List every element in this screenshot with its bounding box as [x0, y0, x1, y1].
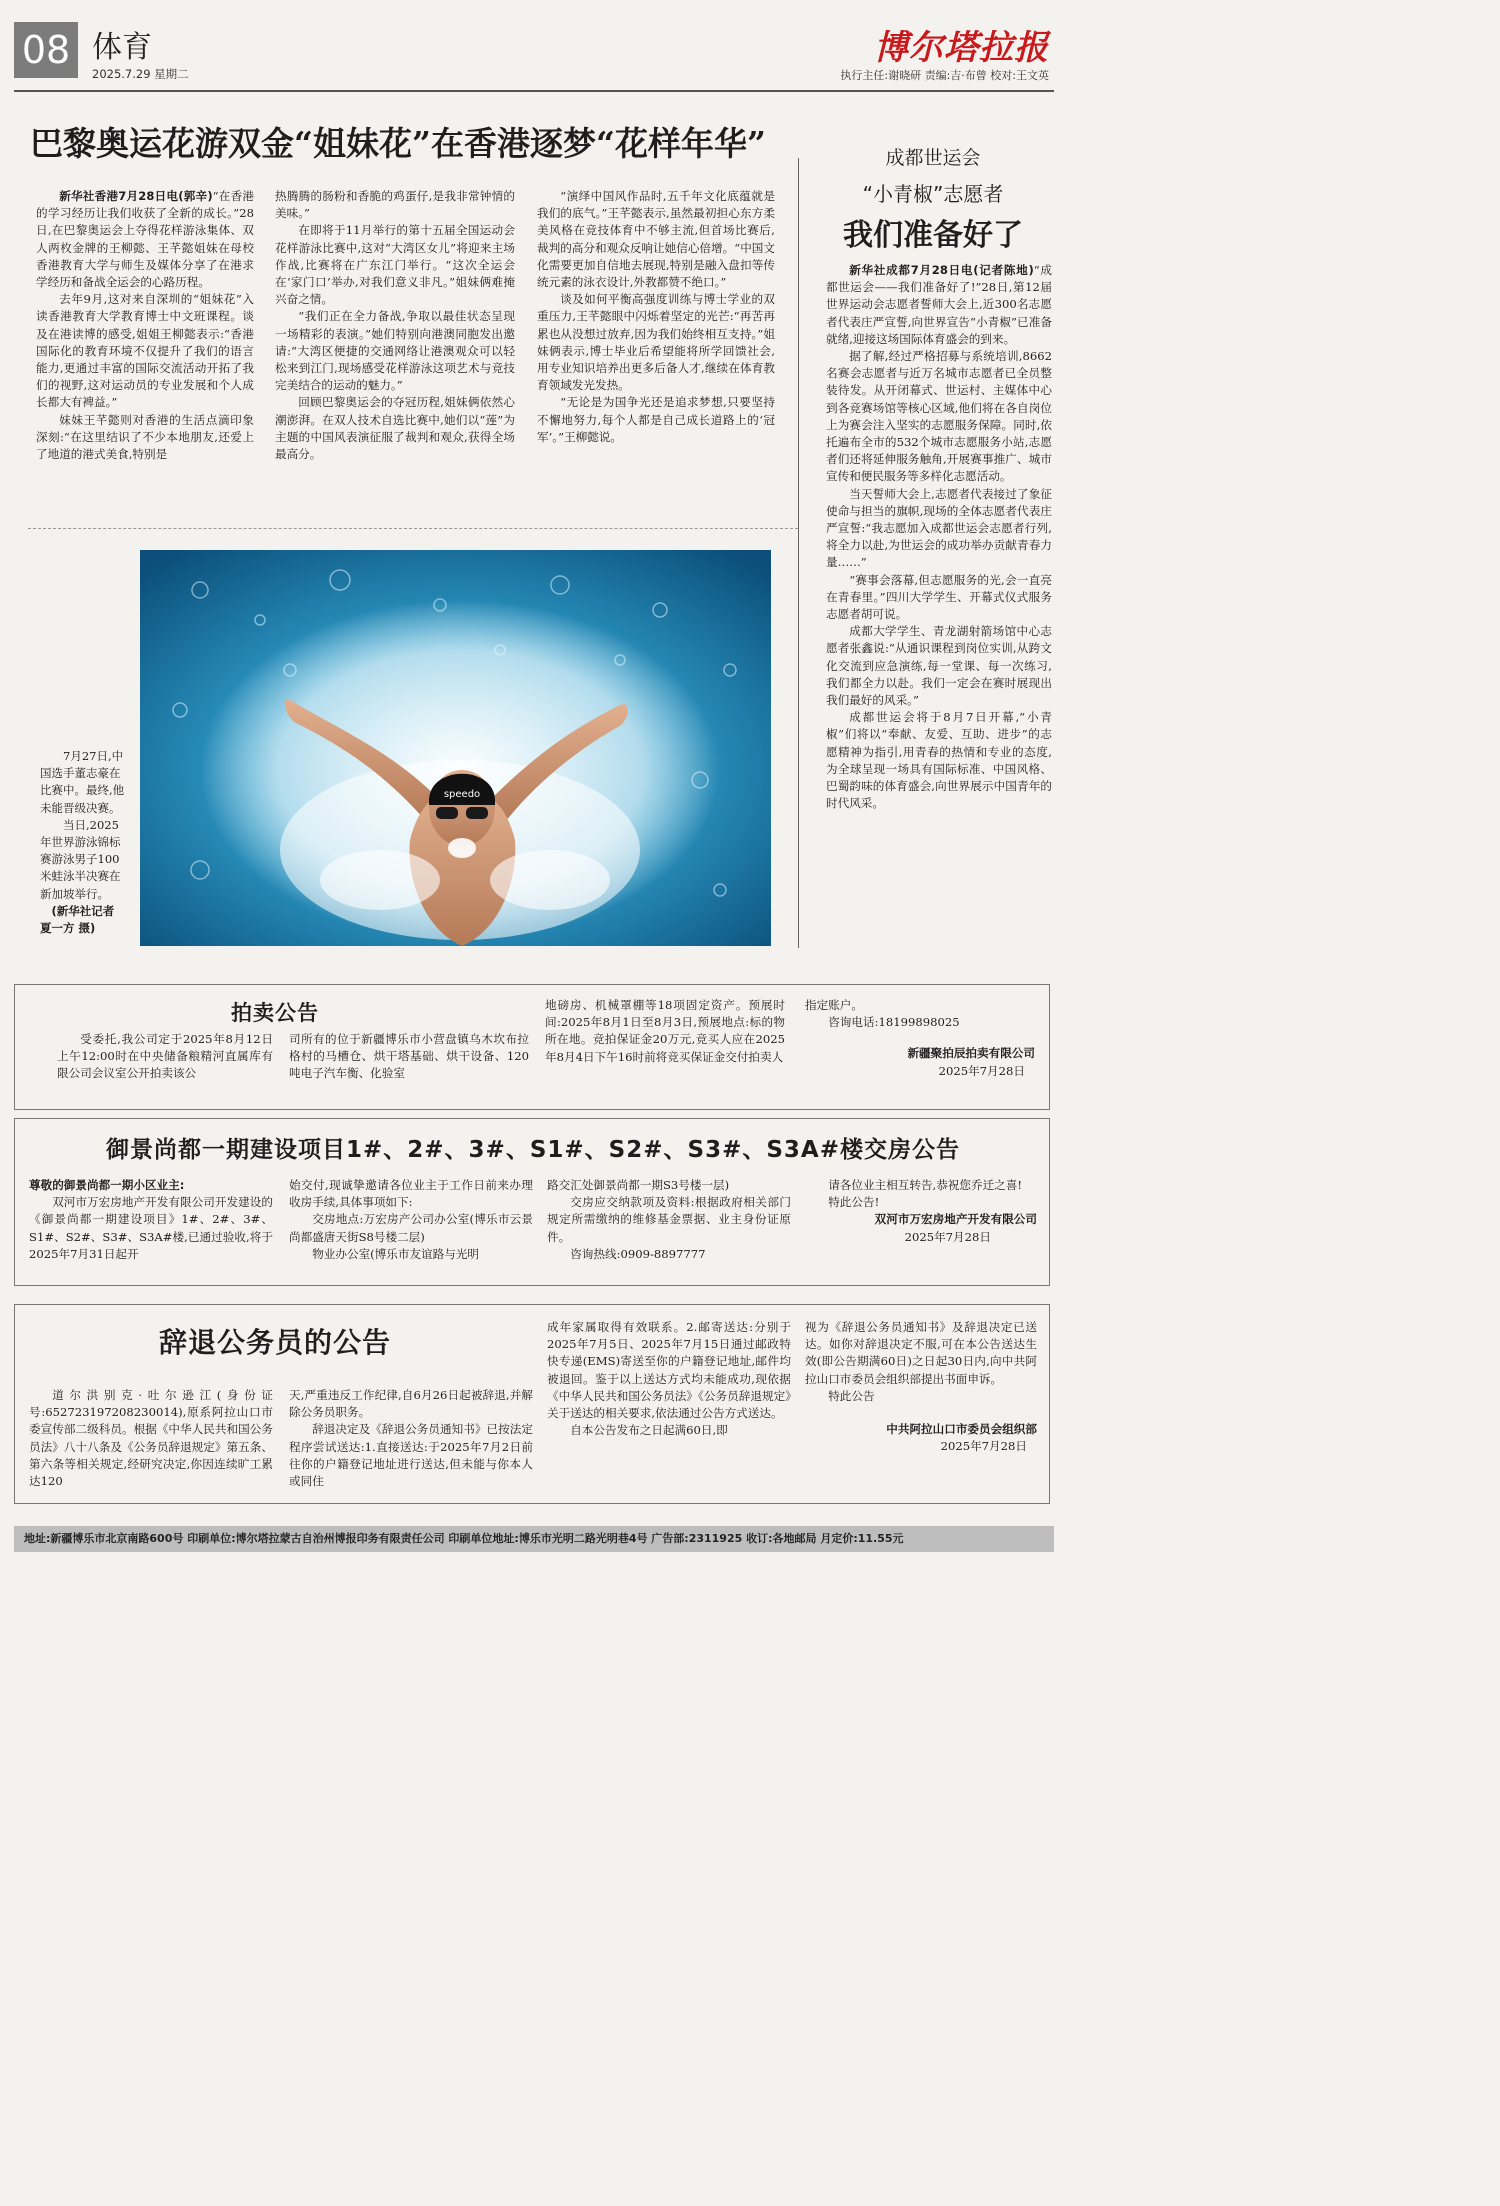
- dismissal-column-3: [547, 1319, 791, 1499]
- sidebar-paragraph: [826, 262, 1052, 348]
- dateline: 新华社成都7月28日电(记者陈地): [849, 263, 1034, 277]
- housing-text: 交房应交纳款项及资料:根据政府相关部门规定所需缴纳的维修基金票据、业主身份证原件。: [547, 1195, 791, 1244]
- housing-title: 御景尚都一期建设项目1#、2#、3#、S1#、S2#、S3#、S3A#楼交房公告: [106, 1137, 960, 1163]
- housing-text: 双河市万宏房地产开发有限公司开发建设的《御景尚都一期建设项目》1#、2#、3#、S1#、S2#、S3#、S3A#楼,已通过验收,将于2025年7月31日起开: [29, 1195, 273, 1261]
- sidebar-body: [826, 262, 1052, 948]
- auction-notice: [14, 984, 1050, 1110]
- sidebar-paragraph: 当天誓师大会上,志愿者代表接过了象征使命与担当的旗帜,现场的全体志愿者代表庄严宣誓:“我志愿加入成都世运会志愿者行列,将全力以赴,为世运会的成功举办贡献青春力量……”: [826, 486, 1052, 570]
- dismissal-notice: [14, 1304, 1050, 1504]
- dismissal-text: 辞退决定及《辞退公务员通知书》已按法定程序尝试送达:1.直接送达:于2025年7月2日前往你的户籍登记地址进行送达,但未能与你本人或同住: [289, 1422, 533, 1489]
- auction-signer: 新疆聚拍辰拍卖有限公司: [907, 1046, 1035, 1061]
- publication-footer: 地址:新疆博乐市北京南路600号 印刷单位:博尔塔拉蒙古自治州博报印务有限责任公司 印刷单位地址:博乐市光明二路光明巷4号 广告部:2311925 收订:各地邮局 月定价:11.55元: [14, 1526, 1054, 1552]
- newspaper-masthead: 博尔塔拉报: [874, 28, 1049, 68]
- dismissal-text: 自本公告发布之日起满60日,即: [570, 1423, 728, 1438]
- housing-text: 始交付,现诚挚邀请各位业主于工作日前来办理收房手续,具体事项如下:: [289, 1178, 533, 1210]
- housing-column-2: [289, 1177, 533, 1281]
- housing-greeting: 尊敬的御景尚都一期小区业主:: [29, 1178, 185, 1192]
- sidebar-paragraph: 成都世运会将于8月7日开幕,“小青椒”们将以“奉献、友爱、互助、进步”的志愿精神为指引,用青春的热情和专业的态度,为全球呈现一场具有国际标准、中国风格、巴蜀韵味的体育盛会,向世界展示中国青年的时代风采。: [826, 710, 1052, 811]
- dismissal-column-2: [289, 1387, 533, 1499]
- sidebar-subtitle: “小青椒”志愿者: [862, 182, 1004, 206]
- auction-title: 拍卖公告: [231, 1001, 319, 1025]
- article-column-1: [36, 188, 254, 506]
- page-number: 08: [14, 22, 78, 78]
- dismissal-signer: 中共阿拉山口市委员会组织部: [886, 1422, 1037, 1437]
- housing-text: 路交汇处御景尚都一期S3号楼一层): [547, 1178, 730, 1192]
- header-rule: [14, 90, 1054, 92]
- auction-text: 受委托,我公司定于2025年8月12日上午12:00时在中央储备粮精河直属库有限公司会议室公开拍卖该公: [57, 1032, 273, 1081]
- article-paragraph: 回顾巴黎奥运会的夺冠历程,姐妹俩依然心潮澎湃。在双人技术自选比赛中,她们以“莲”为主题的中国风表演征服了裁判和观众,获得全场最高分。: [275, 395, 515, 462]
- dismissal-text: 成年家属取得有效联系。2.邮寄送达:分别于2025年7月5日、2025年7月15日通过邮政特快专递(EMS)寄送至你的户籍登记地址,邮件均被退回。鉴于以上送达方式均未能成功,现依据《中华人民共和国公务员法》《公务员辞退规定》关于送达的相关要求,依法通过公告方式送达。: [547, 1320, 791, 1421]
- housing-hotline: 咨询热线:0909-8897777: [570, 1246, 706, 1261]
- article-paragraph: 热腾腾的肠粉和香脆的鸡蛋仔,是我非常钟情的美味。”: [275, 189, 515, 221]
- article-paragraph: “我们正在全力备战,争取以最佳状态呈现一场精彩的表演。”她们特别向港澳同胞发出邀请:“大湾区便捷的交通网络让港澳观众可以轻松来到江门,现场感受花样游泳这项艺术与竞技完美结合的运动的魅力。”: [275, 309, 515, 393]
- article-paragraph: 谈及如何平衡高强度训练与博士学业的双重压力,王芊懿眼中闪烁着坚定的光芒:“再苦再累也从没想过放弃,因为我们始终相互支持。”姐妹俩表示,博士毕业后希望能将所学回馈社会,用专业知识培养出更多后备人才,继续在体育教育领域发光发热。: [537, 292, 775, 393]
- swimmer-illustration: [140, 550, 771, 946]
- auction-text: 司所有的位于新疆博乐市小营盘镇乌木坎布拉格村的马槽仓、烘干塔基础、烘干设备、120吨电子汽车衡、化验室: [289, 1032, 529, 1081]
- sidebar-kicker: 成都世运会: [885, 147, 981, 169]
- housing-handover-notice: [14, 1118, 1050, 1286]
- housing-text: 物业办公室(博乐市友谊路与光明: [312, 1246, 480, 1261]
- caption-paragraph: 7月27日,中国选手董志豪在比赛中。最终,他未能晋级决赛。: [40, 749, 125, 815]
- sidebar-rule: [798, 158, 799, 948]
- housing-signer: 双河市万宏房地产开发有限公司: [874, 1212, 1037, 1227]
- dismissal-text: 道尔洪别克·吐尔逊江(身份证号:652723197208230014),原系阿拉山口市委宣传部二级科员。根据《中华人民共和国公务员法》八十八条及《公务员辞退规定》第五条、第六条等相关规定,经研究决定,你因连续旷工累达120: [29, 1388, 273, 1489]
- housing-text: 交房地点:万宏房产公司办公室(博乐市云景尚都盛唐天街S8号楼二层): [289, 1212, 533, 1244]
- dismissal-text: 天,严重违反工作纪律,自6月26日起被辞退,并解除公务员职务。: [289, 1388, 533, 1420]
- section-name: 体育: [92, 30, 152, 65]
- auction-date: 2025年7月28日: [938, 1063, 1025, 1078]
- auction-column-2: [289, 1031, 529, 1103]
- sidebar-paragraph: 成都大学学生、青龙湖射箭场馆中心志愿者张鑫说:“从通识课程到岗位实训,从跨文化交流到应急演练,每一堂课、每一次练习,我们都全力以赴。我们一定会在赛时展现出我们最好的风采。”: [826, 624, 1052, 708]
- dismissal-text: 特此公告: [828, 1388, 875, 1403]
- dismissal-title: 辞退公务员的公告: [158, 1326, 391, 1359]
- dismissal-column-4: [805, 1319, 1037, 1499]
- story-divider: [28, 528, 798, 529]
- dismissal-date: 2025年7月28日: [940, 1439, 1027, 1454]
- cap-logo: speedo: [443, 789, 481, 800]
- auction-column-3: [545, 997, 785, 1103]
- article-paragraph: [36, 188, 254, 291]
- sidebar-paragraph: “赛事会落幕,但志愿服务的光,会一直亮在青春里。”四川大学学生、开幕式仪式服务志愿者胡可说。: [826, 572, 1052, 622]
- article-paragraph: 去年9月,这对来自深圳的“姐妹花”入读香港教育大学教育博士中文班课程。谈及在港读博的感受,姐姐王柳懿表示:“香港国际化的教育环境不仅提升了我们的语言能力,更通过丰富的国际交流活动开拓了我们的视野,这对运动员的专业发展和个人成长都大有裨益。”: [36, 292, 254, 410]
- housing-column-3: [547, 1177, 791, 1281]
- auction-phone: 咨询电话:18199898025: [828, 1015, 960, 1030]
- auction-text: 指定账户。: [805, 998, 863, 1012]
- issue-date: 2025.7.29 星期二: [92, 67, 189, 81]
- housing-column-1: [29, 1177, 273, 1281]
- paragraph-text: “在香港的学习经历让我们收获了全新的成长。”28日,在巴黎奥运会上夺得花样游泳集体、双人两枚金牌的王柳懿、王芊懿姐妹在母校香港教育大学与师生及媒体分享了在港求学经历和备战全运会的心路历程。: [36, 189, 254, 290]
- sidebar-title: 我们准备好了: [843, 218, 1023, 253]
- sidebar-paragraph: 据了解,经过严格招募与系统培训,8662名赛会志愿者与近万名城市志愿者已全员整装待发。从开闭幕式、世运村、主媒体中心到各竞赛场馆等核心区域,他们将在各自岗位上为赛会注入坚实的志愿服务保障。同时,依托遍布全市的532个城市志愿服务小站,志愿者们还将延伸服务触角,开展赛事推广、城市宣传和便民服务等多样化志愿活动。: [826, 349, 1052, 484]
- article-paragraph: 在即将于11月举行的第十五届全国运动会花样游泳比赛中,这对“大湾区女儿”将迎来主场作战,比赛将在广东江门举行。“这次全运会在‘家门口’举办,对我们意义非凡。”姐妹俩难掩兴奋之情。: [275, 223, 515, 307]
- auction-text: 地磅房、机械罩棚等18项固定资产。预展时间:2025年8月1日至8月3日,预展地点:标的物所在地。竞拍保证金20万元,竞买人应在2025年8月4日下午16时前将竞买保证金交付拍卖人: [545, 998, 785, 1064]
- paragraph-text: “成都世运会——我们准备好了!”28日,第12届世界运动会志愿者誓师大会上,近300名志愿者代表庄严宣誓,向世界宣告“小青椒”已准备就绪,迎接这场国际体育盛会的到来。: [826, 263, 1052, 346]
- photo-credit: (新华社记者 夏一方 摄): [40, 903, 115, 936]
- dateline: 新华社香港7月28日电(郭辛): [59, 189, 213, 203]
- housing-column-4: [805, 1177, 1037, 1281]
- caption-paragraph: 当日,2025年世界游泳锦标赛游泳男子100米蛙泳半决赛在新加坡举行。: [40, 817, 121, 901]
- dismissal-column-1: [29, 1387, 273, 1499]
- article-headline: 巴黎奥运花游双金“姐妹花”在香港逐梦“花样年华”: [30, 124, 766, 163]
- article-paragraph: 妹妹王芊懿则对香港的生活点滴印象深刻:“在这里结识了不少本地朋友,还爱上了地道的港式美食,特别是: [36, 412, 254, 462]
- housing-text: 特此公告!: [828, 1195, 880, 1210]
- article-paragraph: “演绎中国风作品时,五千年文化底蕴就是我们的底气。”王芊懿表示,虽然最初担心东方柔美风格在竞技体育中不够主流,但首场比赛后,裁判的高分和观众反响让她信心倍增。“中国文化需要更加自信地去展现,特别是融入盘扣等传统元素的泳衣设计,外教都赞不绝口。”: [537, 189, 775, 290]
- swimmer-photo: [140, 550, 771, 946]
- auction-column-1: [57, 1031, 273, 1103]
- housing-text: 请各位业主相互转告,恭祝您乔迁之喜!: [828, 1178, 1023, 1192]
- photo-caption: [40, 748, 128, 937]
- housing-date: 2025年7月28日: [904, 1229, 991, 1244]
- auction-column-4: [805, 997, 1035, 1103]
- article-paragraph: “无论是为国争光还是追求梦想,只要坚持不懈地努力,每个人都是自己成长道路上的‘冠军’。”王柳懿说。: [537, 395, 775, 444]
- article-column-2: [275, 188, 515, 506]
- article-column-3: [537, 188, 775, 506]
- editor-credits: 执行主任:谢晓研 责编:吉·布曾 校对:王文英: [840, 69, 1049, 82]
- dismissal-text: 视为《辞退公务员通知书》及辞退决定已送达。如你对辞退决定不服,可在本公告送达生效(即公告期满60日)之日起30日内,向中共阿拉山口市委员会组织部提出书面申诉。: [805, 1320, 1037, 1386]
